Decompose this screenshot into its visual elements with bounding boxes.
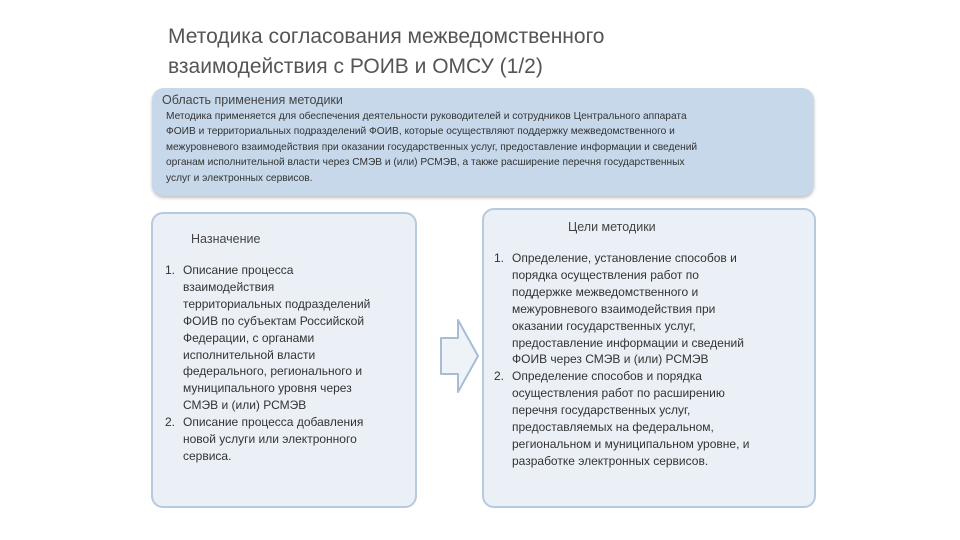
slide-title-line-1: Методика согласования межведомственного [168,25,605,48]
purpose-list [165,262,415,465]
list-item-line: перечня государственных услуг, [512,403,691,418]
list-item-line: федерального, регионального и [183,364,363,379]
list-item-line: взаимодействия [183,279,275,294]
scope-text-line: межуровневого взаимодействия при оказании государственных услуг, предоставление информации и сведений [166,141,698,153]
scope-title: Область применения методики [162,93,343,107]
list-item-line: СМЭВ и (или) РСМЭВ [183,398,307,413]
list-item-line: осуществления работ по расширению [512,386,725,401]
list-item-line: территориальных подразделений [183,296,371,311]
list-item-line: предоставление информации и сведений [512,335,744,350]
list-item-number: 1. [165,263,176,277]
list-item-line: порядка осуществления работ по [512,267,699,282]
list-item-number: 2. [165,415,176,430]
slide-title-line-2: взаимодействия с РОИВ и ОМСУ (1/2) [168,55,543,78]
list-item-line: сервиса. [183,448,232,463]
scope-box [152,88,814,196]
list-item-line: ФОИВ по субъектам Российской [183,313,365,328]
list-item-line: Федерации, с органами [183,330,315,345]
list-item-line: региональном и муниципальном уровне, и [512,436,750,451]
list-item-line: Описание процесса [183,263,294,277]
purpose-title: Назначение [191,232,261,246]
goals-title: Цели методики [568,220,656,234]
list-item-line: ФОИВ через СМЭВ и (или) РСМЭВ [512,352,709,367]
purpose-card [151,212,417,508]
list-item-line: предоставляемых на федеральном, [512,420,714,435]
scope-text-line: ФОИВ и территориальных подразделений ФОИВ, которые осуществляют поддержку межведомственного и [166,126,675,138]
slide-title [168,22,868,82]
list-item-line: разработке электронных сервисов. [512,453,709,468]
arrow-right-icon [440,318,480,394]
list-item-number: 2. [494,369,505,384]
list-item-line: новой услуги или электронного [183,432,357,447]
goals-card [482,208,816,508]
list-item-line: Определение способов и порядка [512,369,702,384]
list-item-line: поддержке межведомственного и [512,284,699,299]
list-item-line: Определение, установление способов и [512,251,737,265]
scope-text [166,109,796,186]
list-item-line: межуровневого взаимодействия при [512,301,716,316]
scope-text-line: органам исполнительной власти через СМЭВ и (или) РСМЭВ, а также расширение перечня государственных [166,157,685,169]
scope-text-line: услуг и электронных сервисов. [166,172,313,184]
list-item [494,368,814,469]
list-item [165,262,415,414]
list-item-line: Описание процесса добавления [183,415,364,430]
goals-list [494,250,814,470]
scope-text-line: Методика применяется для обеспечения деятельности руководителей и сотрудников Центрального аппарата [166,111,687,122]
list-item [494,250,814,368]
list-item-number: 1. [494,251,505,265]
arrow-shape [441,320,478,392]
list-item-line: муниципального уровня через [183,381,352,396]
list-item-line: исполнительной власти [183,347,316,362]
list-item [165,414,415,465]
list-item-line: оказании государственных услуг, [512,318,696,333]
